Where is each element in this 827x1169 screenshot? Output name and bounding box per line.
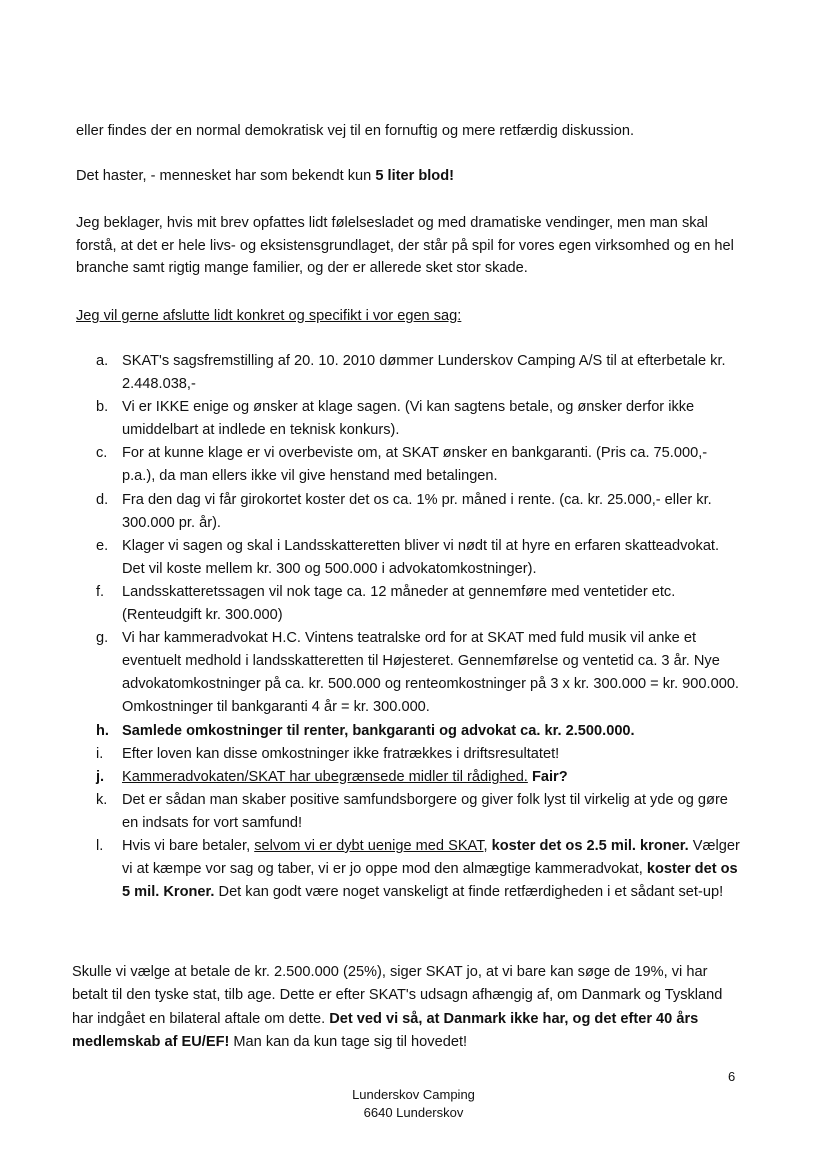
item-marker: l. xyxy=(96,837,104,854)
list-item-d xyxy=(96,489,742,535)
item-text-part: , xyxy=(483,837,492,854)
item-text: Fra den dag vi får girokortet koster det os ca. 1% pr. måned i rente. (ca. kr. 25.000,- eller kr. 300.000 pr. år). xyxy=(122,491,712,531)
item-marker: e. xyxy=(96,537,109,554)
list-item-b xyxy=(96,396,742,442)
footer-line-1: Lunderskov Camping xyxy=(352,1087,475,1102)
item-bold-text: Fair? xyxy=(531,768,568,785)
list-item-f xyxy=(96,581,742,627)
footer-line-2: 6640 Lunderskov xyxy=(363,1105,464,1120)
closing-text-end: Man kan da kun tage sig til hovedet! xyxy=(229,1034,468,1051)
item-text: Vi har kammeradvokat H.C. Vintens teatralske ord for at SKAT med fuld musik vil anke et eventuelt medhold i landsskatteretten til Højesteret. Gennemførelse og ventetid ca. 3 år. Nye advokatomkostninger på ca. kr. 500.000 og renteomkostninger på 3 x kr. 300.000 = kr. 900.000. Omkostninger til bankgaranti 4 år = kr. 300.000. xyxy=(122,630,739,716)
apology-paragraph: Jeg beklager, hvis mit brev opfattes lidt følelsesladet og med dramatiske vendinger, men man skal forstå, at det er hele livs- og eksistensgrundlaget, der står på spil for vores egen virksomhed og en hel branche samt rigtig mange familier, og der er allerede sket stor skade. xyxy=(76,215,734,276)
haste-bold: 5 liter blod! xyxy=(375,168,454,184)
item-marker: g. xyxy=(96,630,109,647)
list-item-h xyxy=(96,720,742,743)
item-marker: k. xyxy=(96,791,108,808)
intro-paragraph: eller findes der en normal demokratisk vej til en fornuftig og mere retfærdig diskussion. xyxy=(76,123,635,139)
item-text: For at kunne klage er vi overbeviste om, at SKAT ønsker en bankgaranti. (Pris ca. 75.000,- p.a.), da man ellers ikke vil give henstand med betalingen. xyxy=(122,445,708,485)
list-item-k xyxy=(96,789,742,835)
list-item-e xyxy=(96,535,742,581)
item-marker: b. xyxy=(96,399,109,416)
list-item-g xyxy=(96,627,742,719)
item-underlined-text: selvom vi er dybt uenige med SKAT xyxy=(254,837,484,854)
item-list xyxy=(96,350,742,904)
item-text: Samlede omkostninger til renter, bankgaranti og advokat ca. kr. 2.500.000. xyxy=(122,722,635,739)
item-text: Vi er IKKE enige og ønsker at klage sagen. (Vi kan sagtens betale, og ønsker derfor ikke umiddelbart at indlede en teknisk konkurs). xyxy=(122,399,695,439)
item-bold-text: koster det os 2.5 mil. kroner. xyxy=(491,837,689,854)
list-item-i xyxy=(96,743,742,766)
item-text-part: Hvis vi bare betaler, xyxy=(122,837,255,854)
haste-paragraph xyxy=(76,165,742,188)
item-marker: c. xyxy=(96,445,108,462)
item-text: Landsskatteretssagen vil nok tage ca. 12 måneder at gennemføre med ventetider etc. (Renteudgift kr. 300.000) xyxy=(122,583,676,624)
item-text: Det er sådan man skaber positive samfundsborgere og giver folk lyst til virkelig at yde og gøre en indsats for vort samfund! xyxy=(122,791,728,831)
item-text-part: Vælger vi at kæmpe vor sag og taber, vi er jo oppe mod den almægtige kammeradvokat, xyxy=(122,837,740,878)
item-marker: h. xyxy=(96,722,109,739)
list-item-l xyxy=(96,835,742,904)
item-text: SKAT's sagsfremstilling af 20. 10. 2010 dømmer Lunderskov Camping A/S til at efterbetale kr. 2.448.038,- xyxy=(122,353,726,393)
list-item-j xyxy=(96,766,742,789)
item-marker: d. xyxy=(96,491,109,508)
item-marker: i. xyxy=(96,745,104,762)
list-heading: Jeg vil gerne afslutte lidt konkret og specifikt i vor egen sag: xyxy=(76,308,462,324)
haste-text: Det haster, - mennesket har som bekendt kun xyxy=(76,168,376,184)
closing-bold: Det ved vi så, at Danmark ikke har, og det efter 40 års medlemskab af EU/EF! xyxy=(72,1010,699,1051)
item-text: Efter loven kan disse omkostninger ikke fratrækkes i driftsresultatet! xyxy=(122,745,560,762)
item-marker: f. xyxy=(96,583,105,600)
list-item-c xyxy=(96,442,742,488)
item-text: Klager vi sagen og skal i Landsskatteretten bliver vi nødt til at hyre en erfaren skatteadvokat. Det vil koste mellem kr. 300 og 500.000 i advokatomkostninger). xyxy=(122,537,720,577)
page-number: 6 xyxy=(728,1069,736,1084)
item-underlined-text: Kammeradvokaten/SKAT har ubegrænsede midler til rådighed. xyxy=(122,768,528,785)
closing-paragraph xyxy=(72,961,742,1055)
item-marker: a. xyxy=(96,353,109,369)
closing-text: Skulle vi vælge at betale de kr. 2.500.000 (25%), siger SKAT jo, at vi bare kan søge de 19%, vi har betalt til den tyske stat, tilb age. Dette er efter SKAT's udsagn afhængig af, om Danmark og Tyskland har indgået en bilateral aftale om dette. xyxy=(72,964,723,1027)
item-text-part: Det kan godt være noget vanskeligt at finde retfærdigheden i et sådant set-up! xyxy=(214,884,724,901)
item-marker: j. xyxy=(96,768,105,785)
list-item-a xyxy=(96,350,742,396)
item-bold-text: koster det os 5 mil. Kroner. xyxy=(122,861,738,901)
